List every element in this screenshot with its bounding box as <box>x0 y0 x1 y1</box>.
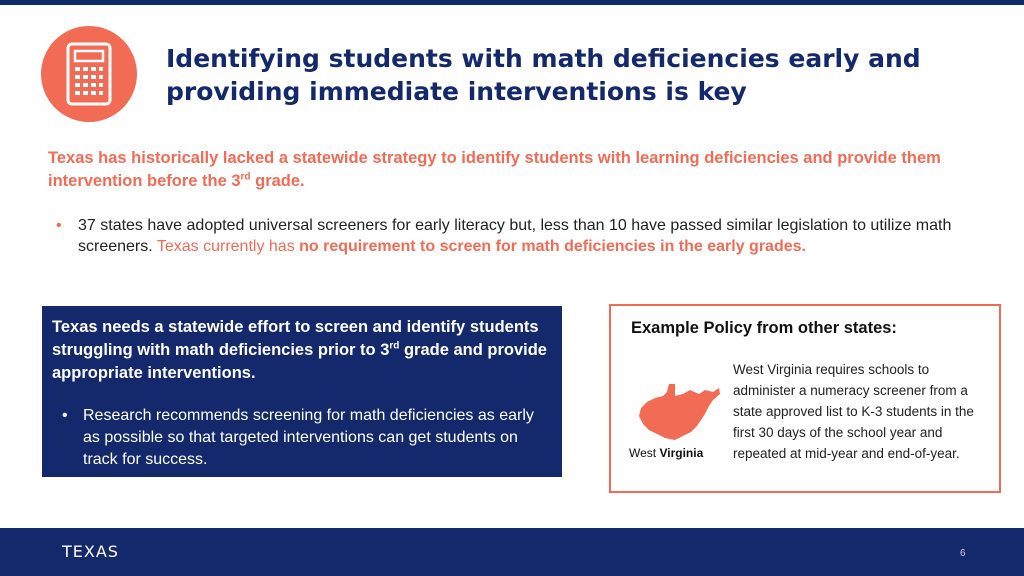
calculator-icon <box>41 26 137 122</box>
state-label-bold: Virginia <box>659 446 704 460</box>
example-description: West Virginia requires schools to administer a numeracy screener from a state approved list to K-3 students in the first 30 days of the school year and repeated at mid-year and end-of-year. <box>733 362 974 461</box>
bullet-text <box>60 215 1000 257</box>
example-title: Example Policy from other states: <box>631 319 897 337</box>
recommendation-box <box>42 306 562 477</box>
bullet-plain-text: 37 states have adopted universal screeners for early literacy but, less than 10 have passed similar legislation to utilize math screeners. <box>78 217 952 255</box>
recommendation-bullet <box>52 405 552 471</box>
bullet-dot: • <box>62 407 68 424</box>
recommendation-heading <box>52 316 552 385</box>
calculator-glyph <box>66 42 112 106</box>
bullet-item <box>56 215 1000 257</box>
top-accent-bar <box>0 0 1024 5</box>
page-number: 6 <box>960 548 966 559</box>
example-policy-box <box>609 304 1001 493</box>
footer-bar <box>0 528 1024 576</box>
bullet-dot: • <box>56 217 62 234</box>
recommendation-heading-end: grade and provide appropriate interventions. <box>52 341 547 382</box>
state-label-plain: West <box>629 446 660 460</box>
subtitle <box>48 147 988 193</box>
state-label <box>629 446 703 460</box>
west-virginia-map-icon <box>635 382 721 442</box>
subtitle-superscript: rd <box>240 171 251 183</box>
texas-logo: TEXAS <box>62 542 119 561</box>
slide-title: Identifying students with math deficiencies early and providing immediate interventions is key <box>166 44 921 106</box>
subtitle-text-end: grade. <box>250 172 305 190</box>
bullet-accent-text: Texas currently has <box>156 238 300 255</box>
recommendation-heading-text: Texas needs a statewide effort to screen and identify students struggling with math deficiencies prior to 3 <box>52 318 539 359</box>
bullet-accent-bold-text: no requirement to screen for math deficiencies in the early grades. <box>299 238 806 255</box>
recommendation-bullet-text: Research recommends screening for math deficiencies as early as possible so that targeted interventions can get students on track for success. <box>83 407 534 468</box>
subtitle-text: Texas has historically lacked a statewide strategy to identify students with learning deficiencies and provide them intervention before the 3 <box>48 149 941 190</box>
recommendation-heading-superscript: rd <box>389 340 400 352</box>
